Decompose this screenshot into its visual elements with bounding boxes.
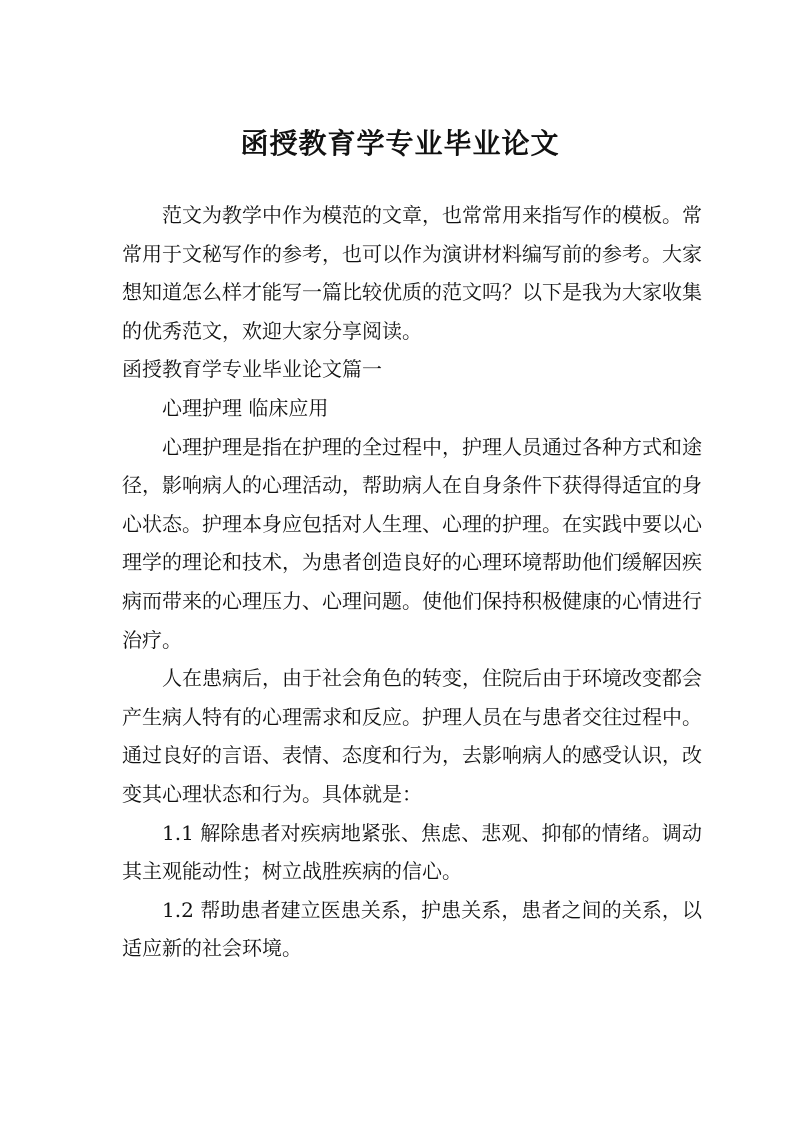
list-item-1-2: 1.2 帮助患者建立医患关系，护患关系，患者之间的关系，以适应新的社会环境。 — [122, 897, 702, 961]
keywords-line: 心理护理 临床应用 — [162, 395, 329, 420]
section-heading: 函授教育学专业毕业论文篇一 — [122, 357, 382, 382]
document-title: 函授教育学专业毕业论文 — [240, 127, 560, 160]
body-paragraph: 心理护理是指在护理的全过程中，护理人员通过各种方式和途径，影响病人的心理活动，帮助病人在自身条件下获得得适宜的身心状态。护理本身应包括对人生理、心理的护理。在实践中要以心理学的理论和技术，为患者创造良好的心理环境帮助他们缓解因疾病而带来的心理压力、心理问题。使他们保持积极健康的心情进行治疗。 — [122, 434, 702, 652]
intro-paragraph: 范文为教学中作为模范的文章，也常常用来指写作的模板。常常用于文秘写作的参考，也可以作为演讲材料编写前的参考。大家想知道怎么样才能写一篇比较优质的范文吗？以下是我为大家收集的优秀范文，欢迎大家分享阅读。 — [122, 203, 702, 343]
body-paragraph: 人在患病后，由于社会角色的转变，住院后由于环境改变都会产生病人特有的心理需求和反应。护理人员在与患者交往过程中。通过良好的言语、表情、态度和行为，去影响病人的感受认识，改变其心理状态和行为。具体就是： — [122, 666, 702, 806]
list-item-1-1: 1.1 解除患者对疾病地紧张、焦虑、悲观、抑郁的情绪。调动其主观能动性；树立战胜疾病的信心。 — [122, 820, 702, 884]
document-body — [122, 196, 702, 968]
